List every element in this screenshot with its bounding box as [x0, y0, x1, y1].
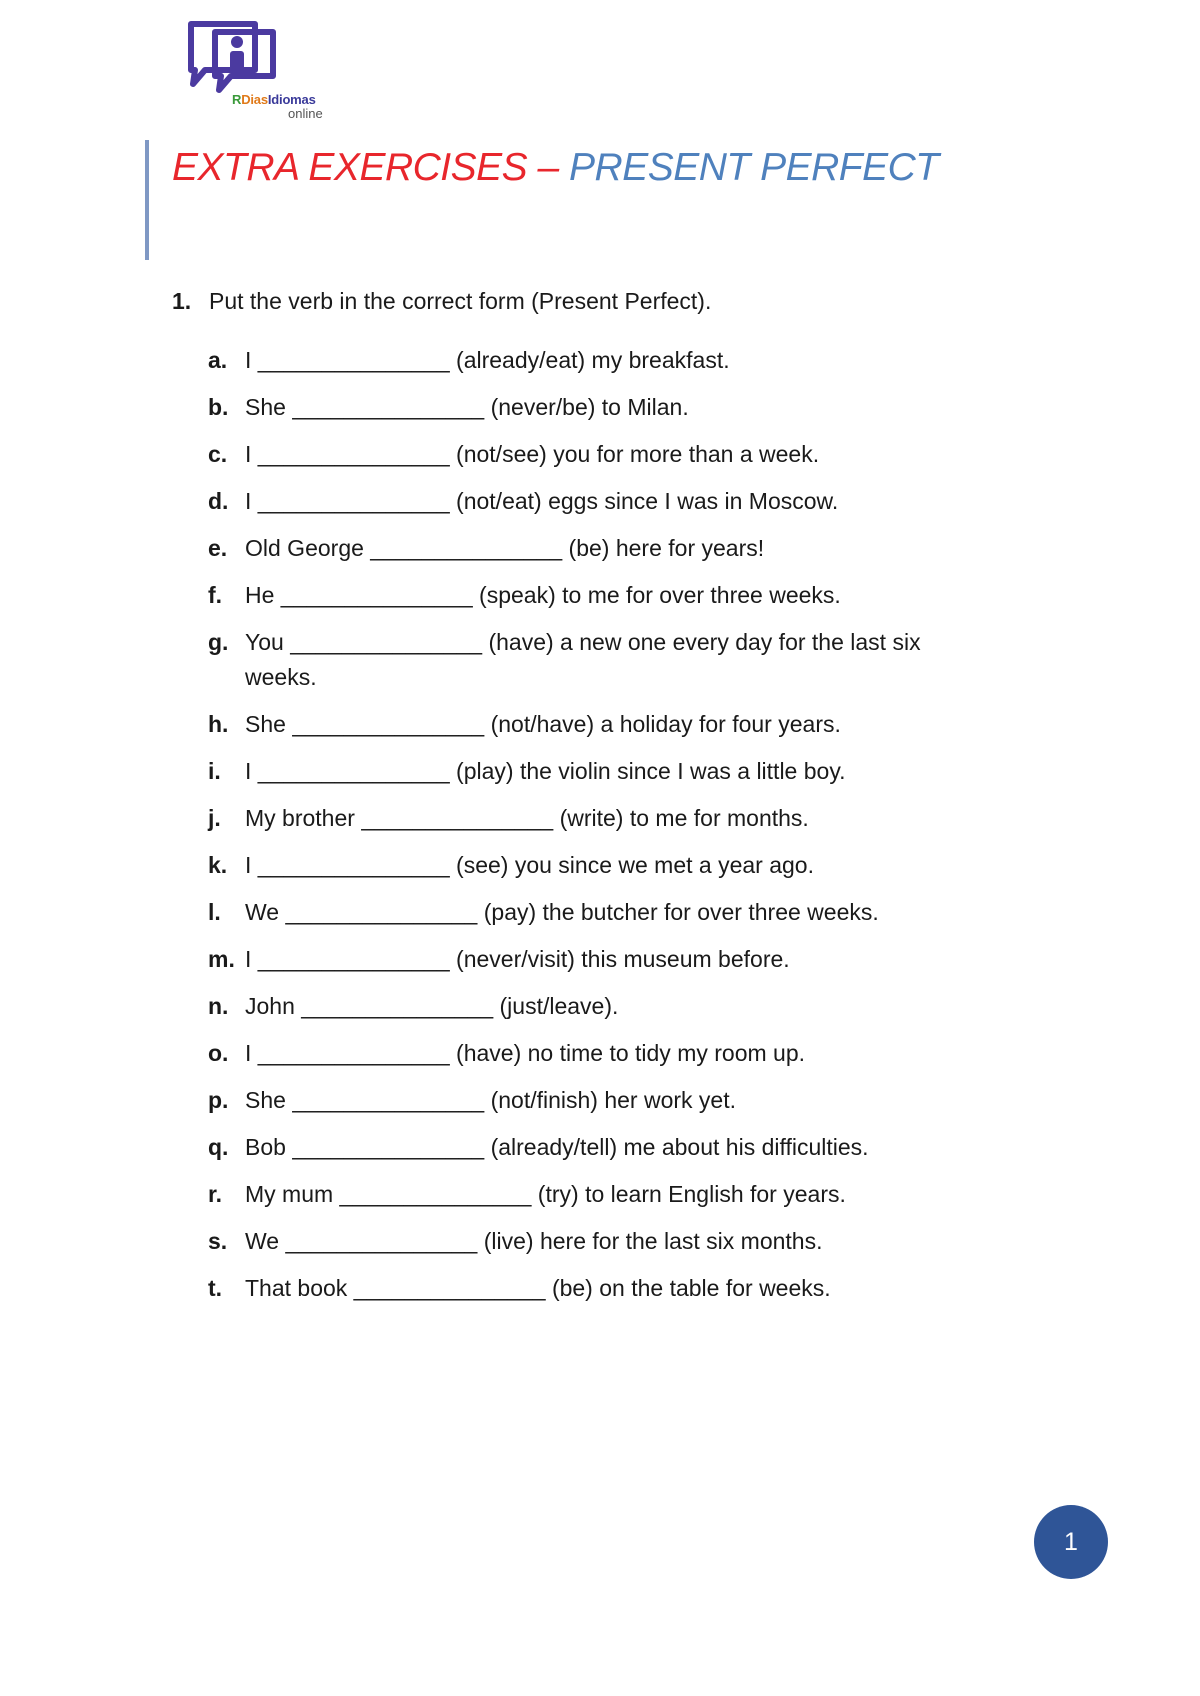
item-letter: h.: [208, 711, 229, 737]
title-part-2: PRESENT PERFECT: [569, 146, 939, 189]
item-letter: f.: [208, 582, 223, 608]
item-letter: k.: [208, 852, 228, 878]
item-text: I _______________ (already/eat) my breakfast.: [245, 347, 730, 373]
logo-brand-text: [232, 92, 316, 107]
exercise-item-a: [208, 343, 1008, 390]
page-title: [172, 146, 939, 190]
exercise-instruction-text: Put the verb in the correct form (Present Perfect).: [209, 288, 712, 314]
item-text: She _______________ (not/finish) her work yet.: [245, 1087, 736, 1113]
item-letter: b.: [208, 394, 229, 420]
item-text: That book _______________ (be) on the table for weeks.: [245, 1275, 831, 1301]
item-text: You _______________ (have) a new one every day for the last six weeks.: [245, 629, 921, 690]
item-letter: p.: [208, 1087, 229, 1113]
item-text: We _______________ (pay) the butcher for over three weeks.: [245, 899, 879, 925]
title-dash: –: [527, 146, 570, 189]
exercise-item-j: [208, 801, 1008, 848]
item-text: Bob _______________ (already/tell) me about his difficulties.: [245, 1134, 869, 1160]
item-text: I _______________ (see) you since we met a year ago.: [245, 852, 814, 878]
item-text: Old George _______________ (be) here for years!: [245, 535, 765, 561]
exercise-item-i: [208, 754, 1008, 801]
item-letter: i.: [208, 758, 221, 784]
item-text: John _______________ (just/leave).: [245, 993, 619, 1019]
exercise-item-e: [208, 531, 1008, 578]
item-letter: o.: [208, 1040, 229, 1066]
company-logo: [180, 18, 350, 123]
exercise-item-m: [208, 942, 1008, 989]
logo-brand-dias: Dias: [241, 92, 268, 107]
item-text: I _______________ (not/eat) eggs since I was in Moscow.: [245, 488, 839, 514]
item-text: I _______________ (have) no time to tidy my room up.: [245, 1040, 806, 1066]
exercise-item-n: [208, 989, 1008, 1036]
item-letter: r.: [208, 1181, 223, 1207]
exercise-item-p: [208, 1083, 1008, 1130]
item-text: She _______________ (not/have) a holiday for four years.: [245, 711, 841, 737]
info-bubble-icon: [185, 18, 295, 98]
logo-brand-idiomas: Idiomas: [267, 92, 316, 107]
item-letter: n.: [208, 993, 229, 1019]
exercise-item-k: [208, 848, 1008, 895]
exercise-item-c: [208, 437, 1008, 484]
item-text: We _______________ (live) here for the last six months.: [245, 1228, 823, 1254]
item-text: He _______________ (speak) to me for over three weeks.: [245, 582, 841, 608]
item-text: My brother _______________ (write) to me for months.: [245, 805, 809, 831]
exercise-item-g: [208, 625, 1008, 707]
item-letter: c.: [208, 441, 228, 467]
exercise-item-list: [208, 343, 1008, 1318]
exercise-item-l: [208, 895, 1008, 942]
page-number-badge: 1: [1034, 1505, 1108, 1579]
exercise-item-d: [208, 484, 1008, 531]
logo-sub-text: online: [288, 106, 323, 121]
item-letter: a.: [208, 347, 228, 373]
item-text: She _______________ (never/be) to Milan.: [245, 394, 689, 420]
exercise-item-b: [208, 390, 1008, 437]
title-part-1: EXTRA EXERCISES: [172, 146, 528, 189]
item-text: I _______________ (not/see) you for more than a week.: [245, 441, 820, 467]
exercise-number: 1.: [172, 288, 192, 314]
exercise-item-o: [208, 1036, 1008, 1083]
item-letter: q.: [208, 1134, 229, 1160]
item-letter: g.: [208, 629, 229, 655]
item-letter: d.: [208, 488, 229, 514]
item-letter: j.: [208, 805, 221, 831]
exercise-item-t: [208, 1271, 1008, 1318]
title-accent-bar: [145, 140, 149, 260]
exercise-item-s: [208, 1224, 1008, 1271]
exercise-item-r: [208, 1177, 1008, 1224]
exercise-item-f: [208, 578, 1008, 625]
item-text: I _______________ (play) the violin since I was a little boy.: [245, 758, 846, 784]
item-letter: t.: [208, 1275, 223, 1301]
item-text: My mum _______________ (try) to learn English for years.: [245, 1181, 846, 1207]
exercise-instruction: [172, 288, 711, 315]
item-letter: s.: [208, 1228, 228, 1254]
logo-brand-r: R: [232, 92, 242, 107]
item-text: I _______________ (never/visit) this museum before.: [245, 946, 790, 972]
exercise-item-h: [208, 707, 1008, 754]
item-letter: l.: [208, 899, 221, 925]
exercise-item-q: [208, 1130, 1008, 1177]
item-letter: e.: [208, 535, 228, 561]
item-letter: m.: [208, 946, 235, 972]
